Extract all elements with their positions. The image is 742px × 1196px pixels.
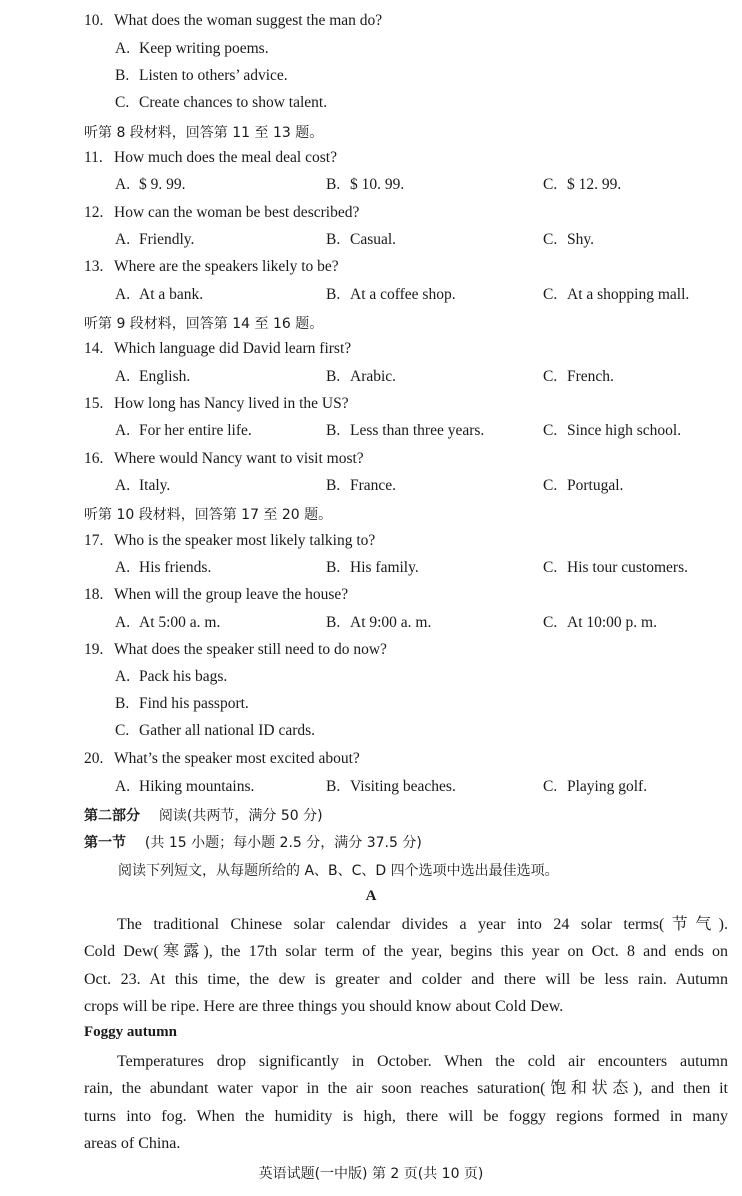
part-2-subtitle: 阅读(共两节，满分 50 分) [158,808,323,824]
option-text: His friends. [139,559,212,576]
q10-option-c [115,94,327,112]
paragraph-line: turns into fog. When the humidity is high, there will be foggy regions formed in many [84,1107,728,1125]
option-text: Keep writing poems. [139,40,269,57]
paragraph-line: crops will be ripe. Here are three things you should know about Cold Dew. [84,997,564,1015]
question-number: 12. [84,204,104,221]
option-text: Gather all national ID cards. [139,722,316,739]
option-letter: C. [543,559,558,576]
question-11 [84,149,337,167]
option-text: For her entire life. [139,422,252,439]
option-letter: A. [115,286,131,303]
option-letter: C. [543,778,558,795]
question-17 [84,532,375,550]
option-letter: B. [326,422,341,439]
q10-option-b [115,67,288,85]
option-text: At a coffee shop. [350,286,456,303]
q14-option-c [543,368,614,386]
q16-option-b [326,477,396,495]
q18-option-b [326,614,431,632]
question-18 [84,586,348,604]
option-text: Listen to others’ advice. [139,67,288,84]
question-15 [84,395,349,413]
option-text: Less than three years. [350,422,485,439]
q18-option-a [115,614,220,632]
option-letter: A. [115,778,131,795]
option-letter: B. [115,67,130,84]
option-text: His family. [350,559,419,576]
option-letter: C. [115,722,130,739]
paragraph-line: The traditional Chinese solar calendar divides a year into 24 solar terms(节气). [117,916,728,933]
option-text: At 5:00 a. m. [139,614,221,631]
option-text: English. [139,368,191,385]
option-letter: B. [326,614,341,631]
section-1-subtitle: (共 15 小题；每小题 2.5 分，满分 37.5 分) [144,835,422,851]
option-text: His tour customers. [567,559,688,576]
q15-option-b [326,422,484,440]
q11-option-c [543,176,621,194]
option-letter: A. [115,231,131,248]
paragraph-line: areas of China. [84,1134,181,1152]
question-text: How long has Nancy lived in the US? [114,395,349,412]
q15-option-c [543,422,681,440]
passage-letter: A [365,888,377,904]
q13-option-c [543,286,689,304]
option-letter: C. [543,231,558,248]
question-text: Where would Nancy want to visit most? [114,450,364,467]
q20-option-a [115,778,254,796]
question-text: Which language did David learn first? [114,340,352,357]
q12-option-b [326,231,396,249]
q11-option-b [326,176,404,194]
question-14 [84,340,351,358]
question-number: 16. [84,450,104,467]
option-letter: B. [326,368,341,385]
option-text: Italy. [139,477,171,494]
option-letter: C. [543,286,558,303]
option-text: Playing golf. [567,778,648,795]
paragraph-line: Temperatures drop significantly in October. When the cold air encounters autumn [117,1053,728,1070]
section-10-instruction: 听第 10 段材料，回答第 17 至 20 题。 [84,507,333,523]
option-letter: C. [543,477,558,494]
q17-option-c [543,559,688,577]
q17-option-a [115,559,211,577]
paragraph-line: rain, the abundant water vapor in the air soon reaches saturation(饱和状态), and then it [84,1080,728,1098]
part-2-title: 第二部分 [84,808,140,824]
question-number: 17. [84,532,104,549]
question-number: 19. [84,641,104,658]
option-text: Casual. [350,231,397,248]
question-20 [84,750,360,768]
option-letter: A. [115,40,131,57]
q17-option-b [326,559,419,577]
question-text: How much does the meal deal cost? [114,149,337,166]
option-letter: A. [115,368,131,385]
q20-option-c [543,778,647,796]
option-text: French. [567,368,614,385]
question-text: Where are the speakers likely to be? [114,258,339,275]
part-2-heading [84,805,323,825]
reading-instruction: 阅读下列短文，从每题所给的 A、B、C、D 四个选项中选出最佳选项。 [118,863,559,879]
q13-option-a [115,286,203,304]
question-19 [84,641,387,659]
option-letter: C. [543,176,558,193]
option-text: $ 10. 99. [350,176,405,193]
option-text: Arabic. [350,368,397,385]
option-text: Visiting beaches. [350,778,456,795]
page-footer: 英语试题(一中版) 第 2 页(共 10 页) [258,1166,484,1182]
q16-option-c [543,477,623,495]
option-text: $ 12. 99. [567,176,622,193]
option-text: Shy. [567,231,594,248]
section-1-heading [84,832,422,852]
question-number: 10. [84,12,104,29]
option-letter: A. [115,176,131,193]
option-letter: C. [543,368,558,385]
option-letter: C. [543,614,558,631]
q16-option-a [115,477,170,495]
option-text: Friendly. [139,231,195,248]
q18-option-c [543,614,657,632]
option-letter: B. [326,477,341,494]
question-number: 20. [84,750,104,767]
q14-option-b [326,368,396,386]
option-text: France. [350,477,397,494]
option-text: Since high school. [567,422,682,439]
option-text: Pack his bags. [139,668,228,685]
q12-option-c [543,231,594,249]
q13-option-b [326,286,456,304]
question-16 [84,450,364,468]
section-1-title: 第一节 [84,835,126,851]
option-letter: B. [326,559,341,576]
question-number: 11. [84,149,103,166]
section-8-instruction: 听第 8 段材料，回答第 11 至 13 题。 [84,125,324,141]
option-letter: B. [326,176,341,193]
question-number: 15. [84,395,104,412]
q15-option-a [115,422,252,440]
question-13 [84,258,339,276]
option-letter: C. [543,422,558,439]
section-heading-foggy-autumn: Foggy autumn [84,1024,177,1040]
q19-option-a [115,668,227,686]
option-text: Create chances to show talent. [139,94,328,111]
question-text: How can the woman be best described? [114,204,360,221]
option-text: Portugal. [567,477,624,494]
option-letter: A. [115,668,131,685]
question-number: 14. [84,340,104,357]
passage-paragraph-1 [84,911,728,1020]
option-letter: B. [115,695,130,712]
option-letter: A. [115,614,131,631]
option-letter: A. [115,477,131,494]
q20-option-b [326,778,456,796]
option-text: At a bank. [139,286,204,303]
option-text: At a shopping mall. [567,286,690,303]
option-letter: A. [115,422,131,439]
question-12 [84,204,359,222]
passage-paragraph-2 [84,1048,728,1157]
option-letter: A. [115,559,131,576]
q19-option-b [115,695,249,713]
question-10 [84,12,382,30]
question-text: When will the group leave the house? [114,586,349,603]
option-text: $ 9. 99. [139,176,186,193]
option-text: At 9:00 a. m. [350,614,432,631]
paragraph-line: Oct. 23. At this time, the dew is greater and colder and there will be less rain. Autumn [84,970,728,988]
option-letter: C. [115,94,130,111]
q11-option-a [115,176,186,194]
option-text: Hiking mountains. [139,778,255,795]
question-text: Who is the speaker most likely talking to? [114,532,376,549]
q19-option-c [115,722,315,740]
section-9-instruction: 听第 9 段材料，回答第 14 至 16 题。 [84,316,324,332]
option-letter: B. [326,286,341,303]
q10-option-a [115,40,269,58]
question-text: What’s the speaker most excited about? [114,750,360,767]
option-letter: B. [326,778,341,795]
q12-option-a [115,231,194,249]
option-text: Find his passport. [139,695,249,712]
question-text: What does the woman suggest the man do? [114,12,383,29]
question-text: What does the speaker still need to do now? [114,641,387,658]
paragraph-line: Cold Dew(寒露), the 17th solar term of the year, begins this year on Oct. 8 and ends on [84,943,728,961]
option-letter: B. [326,231,341,248]
option-text: At 10:00 p. m. [567,614,657,631]
question-number: 18. [84,586,104,603]
question-number: 13. [84,258,104,275]
q14-option-a [115,368,190,386]
